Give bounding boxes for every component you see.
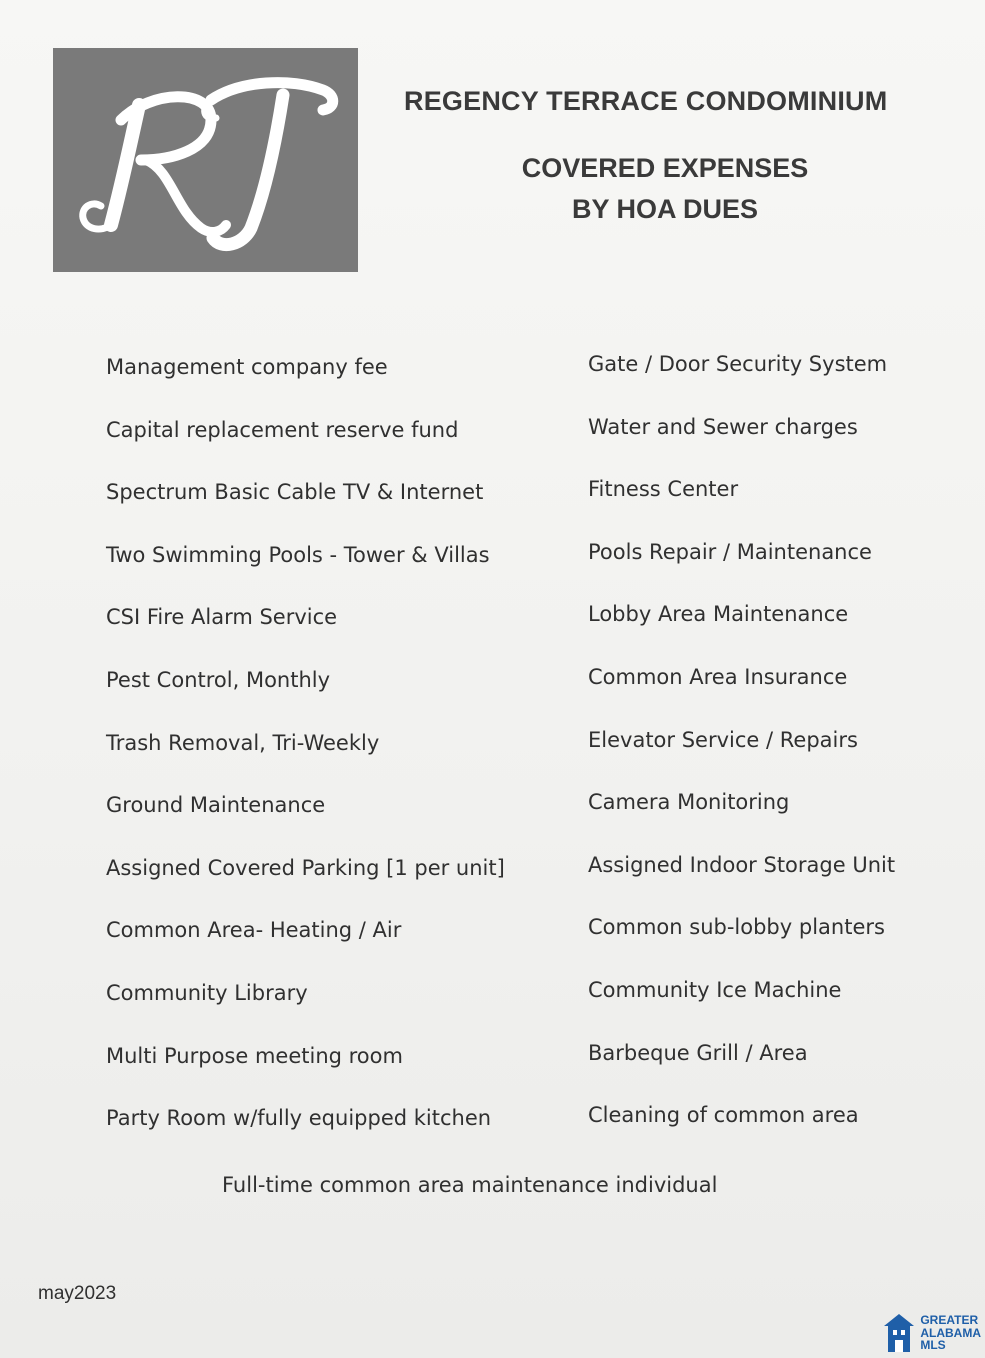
expense-item: Assigned Covered Parking [1 per unit] [106,855,505,880]
house-icon [882,1312,916,1354]
expense-item: Two Swimming Pools - Tower & Villas [106,542,490,567]
expense-item: Common Area Insurance [588,664,848,689]
subtitle-line-2: BY HOA DUES [571,194,759,224]
expense-item: Management company fee [106,355,388,379]
expense-item: Common Area- Heating / Air [106,918,402,943]
expense-item: Elevator Service / Repairs [588,727,858,752]
expense-item: Community Ice Machine [588,977,842,1002]
expense-list-left [106,350,566,1164]
expense-item: Water and Sewer charges [588,414,858,439]
watermark-line-2: ALABAMA [920,1325,981,1340]
subtitle-line-1: COVERED EXPENSES [521,153,809,183]
watermark-line-3: MLS [920,1338,946,1353]
expense-item: Pest Control, Monthly [106,667,331,692]
expense-item: Common sub-lobby planters [588,915,885,940]
expense-item: Camera Monitoring [588,790,790,815]
mls-watermark [882,1312,981,1354]
expense-item: Ground Maintenance [106,793,326,818]
expense-item: Multi Purpose meeting room [106,1043,403,1068]
expense-item: Pools Repair / Maintenance [588,539,872,564]
expense-item: Assigned Indoor Storage Unit [588,852,896,877]
rt-monogram-logo [61,60,351,260]
expense-item: Spectrum Basic Cable TV & Internet [106,480,484,505]
expense-item: Community Library [106,980,308,1005]
mls-watermark-text [920,1314,981,1352]
document-subtitle [480,148,850,230]
rt-logo [53,48,358,272]
expense-item: Lobby Area Maintenance [588,602,849,627]
date-label: may2023 [38,1283,117,1304]
expense-item: Gate / Door Security System [588,352,888,376]
document-title: REGENCY TERRACE CONDOMINIUM [404,86,888,116]
expense-item: CSI Fire Alarm Service [106,605,338,630]
expense-list-right [588,347,968,1161]
expense-item: Capital replacement reserve fund [106,417,459,442]
expense-item: Party Room w/fully equipped kitchen [106,1106,492,1131]
expense-item: Fitness Center [588,477,739,502]
expense-item: Trash Removal, Tri-Weekly [106,730,380,755]
watermark-line-1: GREATER [920,1313,979,1328]
expense-item-footer: Full-time common area maintenance individual [222,1173,718,1197]
expense-item: Barbeque Grill / Area [588,1040,808,1065]
expense-item: Cleaning of common area [588,1103,859,1128]
